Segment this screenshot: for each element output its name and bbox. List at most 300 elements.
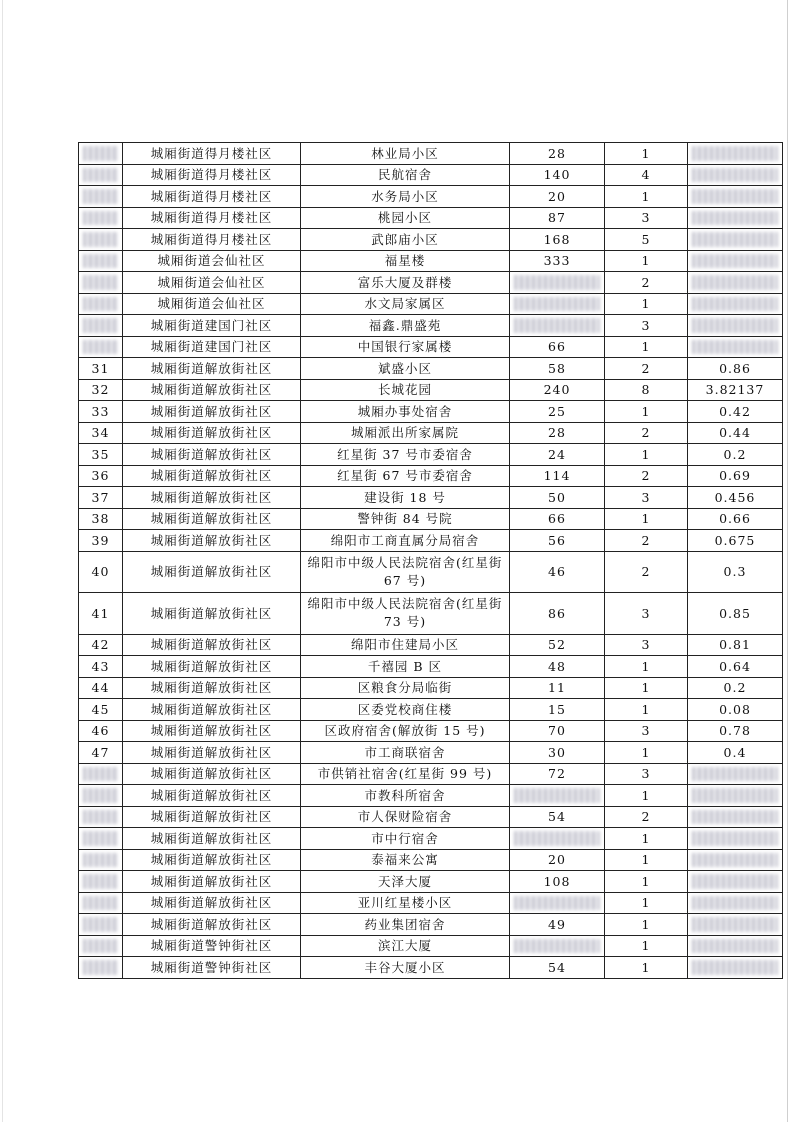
cell-community: 城厢街道会仙社区 bbox=[123, 272, 301, 294]
cell-number: 38 bbox=[79, 508, 123, 530]
cell-floors: 1 bbox=[605, 293, 688, 315]
cell-number bbox=[79, 143, 123, 165]
cell-number: 37 bbox=[79, 487, 123, 509]
table-row bbox=[79, 143, 783, 165]
cell-area: 0.81 bbox=[688, 634, 783, 656]
table-row bbox=[79, 935, 783, 957]
table-row bbox=[79, 207, 783, 229]
cell-households: 48 bbox=[510, 656, 605, 678]
cell-community: 城厢街道解放街社区 bbox=[123, 914, 301, 936]
table-row bbox=[79, 551, 783, 593]
cell-number: 42 bbox=[79, 634, 123, 656]
table-row bbox=[79, 401, 783, 423]
cell-estate-name: 红星街 37 号市委宿舍 bbox=[301, 444, 510, 466]
cell-estate-name: 林业局小区 bbox=[301, 143, 510, 165]
cell-number bbox=[79, 207, 123, 229]
cell-number bbox=[79, 164, 123, 186]
cell-floors: 1 bbox=[605, 871, 688, 893]
redaction-mark bbox=[692, 168, 778, 183]
redaction-mark bbox=[692, 917, 778, 932]
redaction-mark bbox=[83, 853, 118, 868]
cell-estate-name: 武郎庙小区 bbox=[301, 229, 510, 251]
table-row bbox=[79, 164, 783, 186]
redaction-mark bbox=[692, 896, 778, 911]
cell-number: 40 bbox=[79, 551, 123, 593]
cell-area bbox=[688, 336, 783, 358]
cell-households bbox=[510, 293, 605, 315]
cell-floors: 1 bbox=[605, 186, 688, 208]
redaction-mark bbox=[692, 232, 778, 247]
cell-estate-name: 民航宿舍 bbox=[301, 164, 510, 186]
cell-number bbox=[79, 935, 123, 957]
table-row bbox=[79, 487, 783, 509]
redaction-mark bbox=[692, 189, 778, 204]
cell-community: 城厢街道解放街社区 bbox=[123, 763, 301, 785]
table-row bbox=[79, 699, 783, 721]
cell-community: 城厢街道得月楼社区 bbox=[123, 229, 301, 251]
cell-community: 城厢街道解放街社区 bbox=[123, 444, 301, 466]
table-row bbox=[79, 379, 783, 401]
cell-community: 城厢街道得月楼社区 bbox=[123, 186, 301, 208]
cell-number bbox=[79, 763, 123, 785]
table-row bbox=[79, 508, 783, 530]
cell-area bbox=[688, 892, 783, 914]
cell-households: 140 bbox=[510, 164, 605, 186]
cell-estate-name: 警钟街 84 号院 bbox=[301, 508, 510, 530]
cell-floors: 3 bbox=[605, 634, 688, 656]
cell-estate-name: 中国银行家属楼 bbox=[301, 336, 510, 358]
cell-area bbox=[688, 143, 783, 165]
cell-estate-name: 丰谷大厦小区 bbox=[301, 957, 510, 979]
cell-number: 34 bbox=[79, 422, 123, 444]
cell-households: 28 bbox=[510, 422, 605, 444]
cell-floors: 1 bbox=[605, 401, 688, 423]
cell-number: 44 bbox=[79, 677, 123, 699]
cell-floors: 5 bbox=[605, 229, 688, 251]
cell-floors: 1 bbox=[605, 849, 688, 871]
redaction-mark bbox=[83, 340, 118, 355]
cell-community: 城厢街道解放街社区 bbox=[123, 634, 301, 656]
redaction-mark bbox=[83, 232, 118, 247]
cell-number: 41 bbox=[79, 593, 123, 635]
cell-households: 333 bbox=[510, 250, 605, 272]
cell-area: 0.2 bbox=[688, 444, 783, 466]
table-row bbox=[79, 593, 783, 635]
redaction-mark bbox=[83, 275, 118, 290]
cell-community: 城厢街道解放街社区 bbox=[123, 358, 301, 380]
table-row bbox=[79, 272, 783, 294]
cell-area bbox=[688, 164, 783, 186]
cell-floors: 1 bbox=[605, 742, 688, 764]
cell-households: 86 bbox=[510, 593, 605, 635]
redaction-mark bbox=[83, 254, 118, 269]
table-row bbox=[79, 336, 783, 358]
cell-estate-name: 水务局小区 bbox=[301, 186, 510, 208]
cell-community: 城厢街道解放街社区 bbox=[123, 551, 301, 593]
cell-floors: 2 bbox=[605, 806, 688, 828]
table-row bbox=[79, 229, 783, 251]
cell-community: 城厢街道解放街社区 bbox=[123, 677, 301, 699]
cell-households: 11 bbox=[510, 677, 605, 699]
cell-floors: 1 bbox=[605, 336, 688, 358]
cell-area: 0.675 bbox=[688, 530, 783, 552]
cell-households: 108 bbox=[510, 871, 605, 893]
table-row bbox=[79, 656, 783, 678]
cell-floors: 1 bbox=[605, 828, 688, 850]
cell-estate-name: 市供销社宿舍(红星街 99 号) bbox=[301, 763, 510, 785]
cell-households bbox=[510, 828, 605, 850]
cell-community: 城厢街道得月楼社区 bbox=[123, 207, 301, 229]
cell-floors: 2 bbox=[605, 530, 688, 552]
cell-area: 0.08 bbox=[688, 699, 783, 721]
table-row bbox=[79, 293, 783, 315]
cell-households: 52 bbox=[510, 634, 605, 656]
cell-estate-name: 长城花园 bbox=[301, 379, 510, 401]
table-row bbox=[79, 677, 783, 699]
cell-estate-name: 区委党校商住楼 bbox=[301, 699, 510, 721]
cell-area bbox=[688, 935, 783, 957]
cell-community: 城厢街道解放街社区 bbox=[123, 593, 301, 635]
cell-floors: 1 bbox=[605, 444, 688, 466]
cell-floors: 1 bbox=[605, 935, 688, 957]
table-row bbox=[79, 720, 783, 742]
cell-area: 0.78 bbox=[688, 720, 783, 742]
cell-households bbox=[510, 315, 605, 337]
cell-area bbox=[688, 315, 783, 337]
cell-area: 0.42 bbox=[688, 401, 783, 423]
cell-community: 城厢街道会仙社区 bbox=[123, 293, 301, 315]
page-edge-right bbox=[787, 0, 788, 1122]
cell-floors: 4 bbox=[605, 164, 688, 186]
cell-floors: 3 bbox=[605, 207, 688, 229]
cell-number bbox=[79, 186, 123, 208]
cell-households: 20 bbox=[510, 849, 605, 871]
cell-number bbox=[79, 293, 123, 315]
cell-households: 24 bbox=[510, 444, 605, 466]
table-row bbox=[79, 444, 783, 466]
cell-households bbox=[510, 935, 605, 957]
cell-area: 0.69 bbox=[688, 465, 783, 487]
cell-area: 0.64 bbox=[688, 656, 783, 678]
redaction-mark bbox=[692, 275, 778, 290]
cell-area bbox=[688, 806, 783, 828]
cell-number bbox=[79, 272, 123, 294]
cell-area bbox=[688, 914, 783, 936]
cell-number: 46 bbox=[79, 720, 123, 742]
cell-community: 城厢街道解放街社区 bbox=[123, 530, 301, 552]
cell-floors: 1 bbox=[605, 250, 688, 272]
redaction-mark bbox=[692, 146, 778, 161]
cell-floors: 8 bbox=[605, 379, 688, 401]
cell-number: 31 bbox=[79, 358, 123, 380]
community-table bbox=[78, 142, 783, 979]
cell-households: 49 bbox=[510, 914, 605, 936]
cell-number bbox=[79, 914, 123, 936]
cell-community: 城厢街道得月楼社区 bbox=[123, 143, 301, 165]
cell-community: 城厢街道解放街社区 bbox=[123, 422, 301, 444]
cell-households: 114 bbox=[510, 465, 605, 487]
cell-community: 城厢街道警钟街社区 bbox=[123, 957, 301, 979]
table-body bbox=[79, 143, 783, 979]
cell-number bbox=[79, 315, 123, 337]
cell-households: 50 bbox=[510, 487, 605, 509]
cell-households: 240 bbox=[510, 379, 605, 401]
cell-area: 0.66 bbox=[688, 508, 783, 530]
redaction-mark bbox=[692, 853, 778, 868]
cell-community: 城厢街道解放街社区 bbox=[123, 806, 301, 828]
table-row bbox=[79, 828, 783, 850]
cell-floors: 2 bbox=[605, 422, 688, 444]
redaction-mark bbox=[83, 960, 118, 975]
redaction-mark bbox=[83, 211, 118, 226]
table-row bbox=[79, 742, 783, 764]
redaction-mark bbox=[83, 767, 118, 782]
cell-area bbox=[688, 229, 783, 251]
cell-estate-name: 滨江大厦 bbox=[301, 935, 510, 957]
cell-area: 0.4 bbox=[688, 742, 783, 764]
table-row bbox=[79, 871, 783, 893]
redaction-mark bbox=[692, 318, 778, 333]
cell-households: 70 bbox=[510, 720, 605, 742]
cell-estate-name: 泰福来公寓 bbox=[301, 849, 510, 871]
cell-estate-name: 千禧园 B 区 bbox=[301, 656, 510, 678]
cell-number: 45 bbox=[79, 699, 123, 721]
page-edge-left bbox=[2, 0, 3, 1122]
cell-community: 城厢街道解放街社区 bbox=[123, 508, 301, 530]
cell-households: 15 bbox=[510, 699, 605, 721]
cell-estate-name: 市工商联宿舍 bbox=[301, 742, 510, 764]
cell-area bbox=[688, 871, 783, 893]
table-row bbox=[79, 849, 783, 871]
cell-estate-name: 桃园小区 bbox=[301, 207, 510, 229]
redaction-mark bbox=[514, 939, 600, 954]
cell-number bbox=[79, 250, 123, 272]
cell-households: 58 bbox=[510, 358, 605, 380]
cell-floors: 2 bbox=[605, 465, 688, 487]
cell-households: 54 bbox=[510, 806, 605, 828]
cell-estate-name: 建设街 18 号 bbox=[301, 487, 510, 509]
cell-number bbox=[79, 828, 123, 850]
cell-area: 0.44 bbox=[688, 422, 783, 444]
cell-estate-name: 绵阳市中级人民法院宿舍(红星街 73 号) bbox=[301, 593, 510, 635]
cell-estate-name: 亚川红星楼小区 bbox=[301, 892, 510, 914]
cell-estate-name: 区粮食分局临街 bbox=[301, 677, 510, 699]
cell-estate-name: 富乐大厦及群楼 bbox=[301, 272, 510, 294]
table-row bbox=[79, 763, 783, 785]
cell-community: 城厢街道解放街社区 bbox=[123, 465, 301, 487]
cell-floors: 1 bbox=[605, 892, 688, 914]
redaction-mark bbox=[83, 831, 118, 846]
cell-estate-name: 斌盛小区 bbox=[301, 358, 510, 380]
cell-community: 城厢街道解放街社区 bbox=[123, 656, 301, 678]
cell-households: 54 bbox=[510, 957, 605, 979]
cell-households: 168 bbox=[510, 229, 605, 251]
cell-households bbox=[510, 892, 605, 914]
cell-estate-name: 绵阳市中级人民法院宿舍(红星街 67 号) bbox=[301, 551, 510, 593]
cell-number bbox=[79, 785, 123, 807]
redaction-mark bbox=[83, 810, 118, 825]
cell-number bbox=[79, 806, 123, 828]
cell-floors: 1 bbox=[605, 677, 688, 699]
cell-number bbox=[79, 229, 123, 251]
redaction-mark bbox=[514, 896, 600, 911]
cell-estate-name: 水文局家属区 bbox=[301, 293, 510, 315]
table-row bbox=[79, 422, 783, 444]
cell-area bbox=[688, 849, 783, 871]
redaction-mark bbox=[83, 318, 118, 333]
redaction-mark bbox=[83, 917, 118, 932]
cell-estate-name: 红星街 67 号市委宿舍 bbox=[301, 465, 510, 487]
cell-area: 0.3 bbox=[688, 551, 783, 593]
cell-area bbox=[688, 207, 783, 229]
redaction-mark bbox=[692, 960, 778, 975]
cell-households: 66 bbox=[510, 508, 605, 530]
redaction-mark bbox=[514, 275, 600, 290]
cell-area: 3.82137 bbox=[688, 379, 783, 401]
cell-community: 城厢街道解放街社区 bbox=[123, 892, 301, 914]
redaction-mark bbox=[692, 254, 778, 269]
table-row bbox=[79, 785, 783, 807]
cell-community: 城厢街道解放街社区 bbox=[123, 379, 301, 401]
cell-community: 城厢街道解放街社区 bbox=[123, 699, 301, 721]
cell-households bbox=[510, 272, 605, 294]
cell-households: 46 bbox=[510, 551, 605, 593]
table-row bbox=[79, 530, 783, 552]
redaction-mark bbox=[514, 297, 600, 312]
cell-floors: 3 bbox=[605, 763, 688, 785]
redaction-mark bbox=[83, 146, 118, 161]
redaction-mark bbox=[514, 788, 600, 803]
cell-community: 城厢街道解放街社区 bbox=[123, 487, 301, 509]
table-row bbox=[79, 634, 783, 656]
redaction-mark bbox=[692, 874, 778, 889]
table-row bbox=[79, 914, 783, 936]
redaction-mark bbox=[83, 896, 118, 911]
cell-area bbox=[688, 785, 783, 807]
cell-floors: 2 bbox=[605, 551, 688, 593]
cell-number bbox=[79, 957, 123, 979]
redaction-mark bbox=[692, 767, 778, 782]
table-row bbox=[79, 892, 783, 914]
cell-community: 城厢街道解放街社区 bbox=[123, 828, 301, 850]
cell-community: 城厢街道解放街社区 bbox=[123, 871, 301, 893]
cell-estate-name: 福星楼 bbox=[301, 250, 510, 272]
cell-estate-name: 城厢办事处宿舍 bbox=[301, 401, 510, 423]
cell-community: 城厢街道解放街社区 bbox=[123, 849, 301, 871]
cell-estate-name: 福鑫.鼎盛苑 bbox=[301, 315, 510, 337]
cell-floors: 2 bbox=[605, 358, 688, 380]
redaction-mark bbox=[83, 168, 118, 183]
cell-households: 72 bbox=[510, 763, 605, 785]
cell-area bbox=[688, 763, 783, 785]
cell-estate-name: 绵阳市工商直属分局宿舍 bbox=[301, 530, 510, 552]
cell-estate-name: 药业集团宿舍 bbox=[301, 914, 510, 936]
cell-floors: 3 bbox=[605, 720, 688, 742]
cell-households: 56 bbox=[510, 530, 605, 552]
cell-area bbox=[688, 272, 783, 294]
cell-community: 城厢街道解放街社区 bbox=[123, 401, 301, 423]
cell-area: 0.2 bbox=[688, 677, 783, 699]
cell-community: 城厢街道建国门社区 bbox=[123, 315, 301, 337]
cell-estate-name: 市中行宿舍 bbox=[301, 828, 510, 850]
table-row bbox=[79, 465, 783, 487]
cell-area bbox=[688, 186, 783, 208]
cell-households: 25 bbox=[510, 401, 605, 423]
cell-community: 城厢街道建国门社区 bbox=[123, 336, 301, 358]
table-row bbox=[79, 358, 783, 380]
redaction-mark bbox=[692, 831, 778, 846]
cell-floors: 3 bbox=[605, 593, 688, 635]
redaction-mark bbox=[514, 831, 600, 846]
cell-floors: 1 bbox=[605, 914, 688, 936]
cell-households bbox=[510, 785, 605, 807]
cell-number: 47 bbox=[79, 742, 123, 764]
cell-households: 66 bbox=[510, 336, 605, 358]
cell-community: 城厢街道解放街社区 bbox=[123, 742, 301, 764]
table-row bbox=[79, 250, 783, 272]
cell-number: 33 bbox=[79, 401, 123, 423]
cell-area bbox=[688, 250, 783, 272]
cell-households: 20 bbox=[510, 186, 605, 208]
cell-estate-name: 绵阳市住建局小区 bbox=[301, 634, 510, 656]
cell-households: 30 bbox=[510, 742, 605, 764]
redaction-mark bbox=[83, 874, 118, 889]
cell-number bbox=[79, 892, 123, 914]
cell-community: 城厢街道解放街社区 bbox=[123, 785, 301, 807]
cell-number: 43 bbox=[79, 656, 123, 678]
redaction-mark bbox=[692, 788, 778, 803]
cell-estate-name: 天泽大厦 bbox=[301, 871, 510, 893]
redaction-mark bbox=[692, 340, 778, 355]
cell-floors: 1 bbox=[605, 699, 688, 721]
cell-floors: 1 bbox=[605, 508, 688, 530]
cell-households: 87 bbox=[510, 207, 605, 229]
cell-number bbox=[79, 849, 123, 871]
redaction-mark bbox=[692, 211, 778, 226]
cell-households: 28 bbox=[510, 143, 605, 165]
cell-area bbox=[688, 828, 783, 850]
cell-number bbox=[79, 336, 123, 358]
cell-number: 39 bbox=[79, 530, 123, 552]
cell-area bbox=[688, 293, 783, 315]
redaction-mark bbox=[83, 297, 118, 312]
cell-estate-name: 城厢派出所家属院 bbox=[301, 422, 510, 444]
table-row bbox=[79, 186, 783, 208]
cell-estate-name: 市教科所宿舍 bbox=[301, 785, 510, 807]
cell-floors: 3 bbox=[605, 315, 688, 337]
table-row bbox=[79, 806, 783, 828]
redaction-mark bbox=[83, 189, 118, 204]
redaction-mark bbox=[514, 318, 600, 333]
cell-community: 城厢街道警钟街社区 bbox=[123, 935, 301, 957]
cell-area bbox=[688, 957, 783, 979]
cell-number: 35 bbox=[79, 444, 123, 466]
cell-floors: 1 bbox=[605, 785, 688, 807]
redaction-mark bbox=[83, 788, 118, 803]
table-row bbox=[79, 315, 783, 337]
redaction-mark bbox=[692, 810, 778, 825]
cell-area: 0.85 bbox=[688, 593, 783, 635]
cell-floors: 1 bbox=[605, 957, 688, 979]
cell-number: 36 bbox=[79, 465, 123, 487]
cell-community: 城厢街道得月楼社区 bbox=[123, 164, 301, 186]
cell-number bbox=[79, 871, 123, 893]
cell-floors: 1 bbox=[605, 143, 688, 165]
cell-estate-name: 市人保财险宿舍 bbox=[301, 806, 510, 828]
cell-area: 0.86 bbox=[688, 358, 783, 380]
redaction-mark bbox=[692, 297, 778, 312]
redaction-mark bbox=[83, 939, 118, 954]
